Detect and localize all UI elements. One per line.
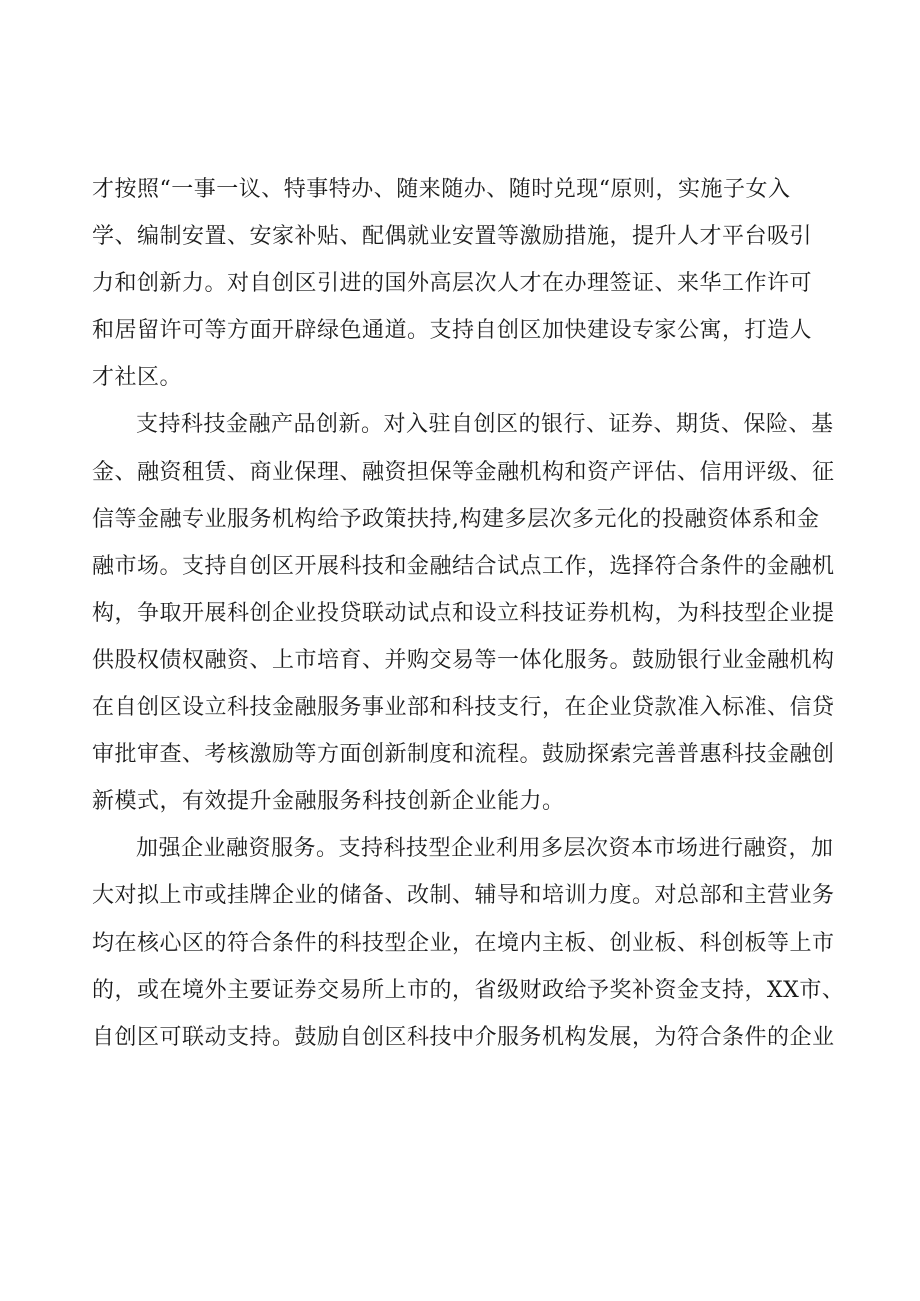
text-line: 的，或在境外主要证券交易所上市的，省级财政给予奖补资金支持，XX市、	[92, 977, 845, 1003]
text-line: 在自创区设立科技金融服务事业部和科技支行，在企业贷款准入标准、信贷	[92, 695, 835, 721]
text-line: 审批审查、考核激励等方面创新制度和流程。鼓励探索完善普惠科技金融创	[92, 742, 835, 768]
paragraph-start-line: 支持科技金融产品创新。对入驻自创区的银行、证券、期货、保险、基	[136, 412, 834, 438]
text-line: 金、融资租赁、商业保理、融资担保等金融机构和资产评估、信用评级、征	[92, 459, 835, 485]
text-line: 才按照“一事一议、特事特办、随来随办、随时兑现“原则，实施子女入	[92, 177, 791, 202]
text-line: 力和创新力。对自创区引进的国外高层次人才在办理签证、来华工作许可	[92, 271, 813, 297]
text-line: 学、编制安置、安家补贴、配偶就业安置等激励措施，提升人才平台吸引	[92, 224, 813, 250]
text-line: 大对拟上市或挂牌企业的储备、改制、辅导和培训力度。对总部和主营业务	[92, 883, 835, 909]
text-line: 融市场。支持自创区开展科技和金融结合试点工作，选择符合条件的金融机	[92, 553, 835, 579]
text-line: 信等金融专业服务机构给予政策扶持,构建多层次多元化的投融资体系和金	[92, 506, 820, 532]
text-line: 才社区。	[92, 365, 183, 391]
paragraph-start-line: 加强企业融资服务。支持科技型企业利用多层次资本市场进行融资，加	[136, 836, 834, 862]
text-line: 供股权债权融资、上市培育、并购交易等一体化服务。鼓励银行业金融机构	[92, 647, 835, 673]
document-body	[92, 166, 852, 1061]
text-line: 新模式，有效提升金融服务科技创新企业能力。	[92, 789, 565, 815]
text-line: 构，争取开展科创企业投贷联动试点和设立科技证券机构，为科技型企业提	[92, 600, 835, 626]
text-line: 均在核心区的符合条件的科技型企业，在境内主板、创业板、科创板等上市	[92, 930, 835, 956]
text-line: 自创区可联动支持。鼓励自创区科技中介服务机构发展，为符合条件的企业	[92, 1024, 835, 1050]
text-line: 和居留许可等方面开辟绿色通道。支持自创区加快建设专家公寓，打造人	[92, 318, 813, 344]
